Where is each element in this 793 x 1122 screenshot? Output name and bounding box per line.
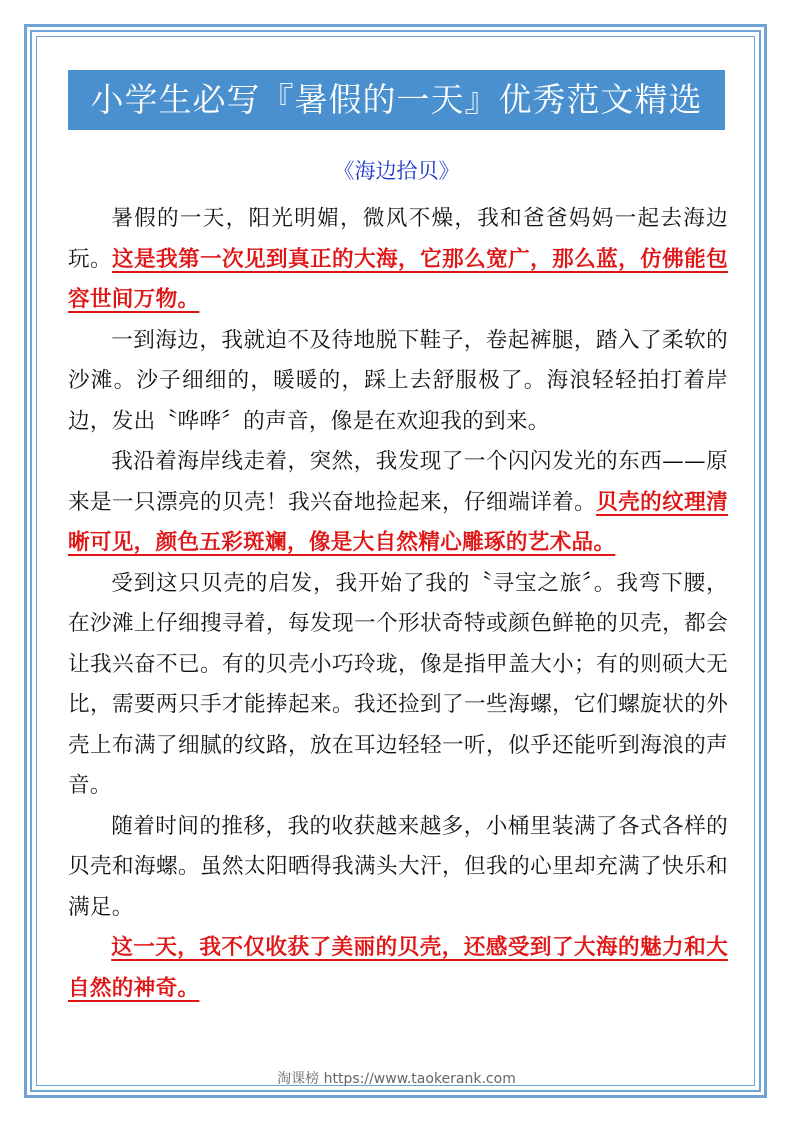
paragraph-6-highlight: 这一天，我不仅收获了美丽的贝壳，还感受到了大海的魅力和大自然的神奇。 bbox=[68, 935, 728, 1001]
paragraph-6 bbox=[68, 928, 728, 1009]
paragraph-1-text: 暑假的一天，阳光明媚，微风不燥，我和爸爸妈妈一起去海边玩。 bbox=[68, 206, 728, 272]
article-body bbox=[68, 199, 728, 1009]
article-title: 《海边拾贝》 bbox=[333, 159, 460, 183]
paragraph-3 bbox=[68, 442, 728, 564]
paragraph-1-highlight: 这是我第一次见到真正的大海，它那么宽广，那么蓝，仿佛能包容世间万物。 bbox=[68, 246, 728, 312]
paragraph-4: 受到这只贝壳的启发，我开始了我的〝寻宝之旅〞。我弯下腰，在沙滩上仔细搜寻着，每发现一个形状奇特或颜色鲜艳的贝壳，都会让我兴奋不已。有的贝壳小巧玲珑，像是指甲盖大小；有的则硕大无比，需要两只手才能捧起来。我还捡到了一些海螺，它们螺旋状的外壳上布满了细腻的纹路，放在耳边轻轻一听，似乎还能听到海浪的声音。 bbox=[68, 570, 728, 798]
paragraph-2: 一到海边，我就迫不及待地脱下鞋子，卷起裤腿，踏入了柔软的沙滩。沙子细细的，暖暖的，踩上去舒服极了。海浪轻轻拍打着岸边，发出〝哗哗〞的声音，像是在欢迎我的到来。 bbox=[68, 327, 728, 434]
paragraph-1 bbox=[68, 199, 728, 321]
footer-watermark: 淘课榜 https://www.taokerank.com bbox=[277, 1071, 516, 1087]
document-title-banner: 小学生必写『暑假的一天』优秀范文精选 bbox=[68, 70, 725, 130]
paragraph-3-text: 我沿着海岸线走着，突然，我发现了一个闪闪发光的东西——原来是一只漂亮的贝壳！我兴奋地捡起来，仔细端详着。 bbox=[68, 449, 728, 515]
paragraph-3-highlight: 贝壳的纹理清晰可见，颜色五彩斑斓，像是大自然精心雕琢的艺术品。 bbox=[68, 489, 728, 555]
paragraph-5: 随着时间的推移，我的收获越来越多，小桶里装满了各式各样的贝壳和海螺。虽然太阳晒得我满头大汗，但我的心里却充满了快乐和满足。 bbox=[68, 813, 728, 920]
